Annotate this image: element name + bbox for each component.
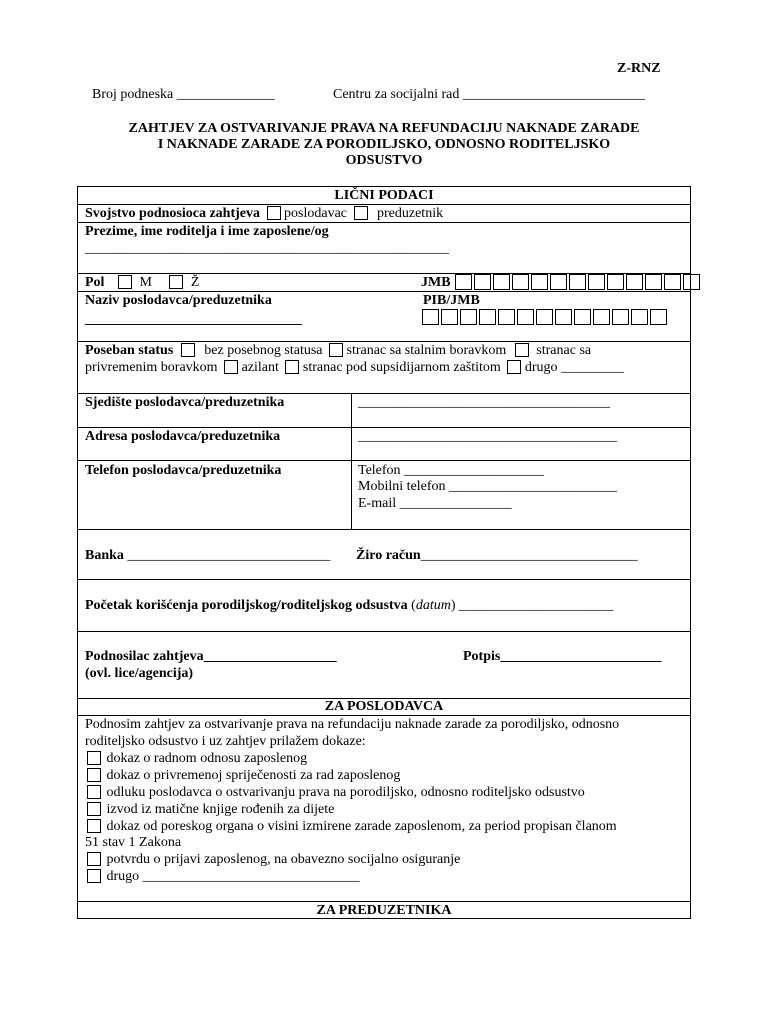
pol-m-checkbox[interactable] xyxy=(118,275,132,289)
potpis-row xyxy=(463,649,661,665)
form-title-line1: ZAHTJEV ZA OSTVARIVANJE PRAVA NA REFUNDACIJU NAKNADE ZARADE xyxy=(128,121,640,136)
poseban-status-row2 xyxy=(85,360,624,377)
dokaz-label: dokaz od poreskog organa o visini izmirene zarade zaposlenom, za period propisan članom xyxy=(106,819,617,834)
prezime-field[interactable]: ____________________________________________________ xyxy=(85,241,449,256)
pol-z-label: Ž xyxy=(190,275,200,290)
prezime-label: Prezime, ime roditelja i ime zaposlene/og xyxy=(85,224,329,239)
divider xyxy=(77,393,691,394)
pocetak-datum: datum xyxy=(415,598,451,613)
banka-field[interactable]: _____________________________ xyxy=(127,548,331,563)
dokaz-item xyxy=(87,768,400,784)
privremeni-boravak-checkbox[interactable] xyxy=(515,343,529,357)
svojstvo-row xyxy=(85,206,443,222)
dokaz-item xyxy=(87,785,585,801)
pocetak-field[interactable]: ) ______________________ xyxy=(450,598,614,613)
dokaz-item xyxy=(87,852,460,868)
pib-label: PIB/JMB xyxy=(423,293,480,308)
dokaz-label: izvod iz matične knjige rođenih za dijete xyxy=(106,802,335,817)
stalni-boravak-checkbox[interactable] xyxy=(329,343,343,357)
ziro-label: Žiro račun xyxy=(356,548,421,563)
dokaz-label: odluku poslodavca o ostvarivanju prava na porodiljsko, odnosno roditeljsko odsustvo xyxy=(106,785,585,800)
form-code: Z-RNZ xyxy=(617,61,661,76)
section-heading-licni-podaci: LIČNI PODACI xyxy=(334,188,434,203)
pol-m-label: M xyxy=(139,275,152,290)
centar-field[interactable]: Centru za socijalni rad __________________________ xyxy=(333,87,645,102)
privremeni-boravak-label: privremenim boravkom xyxy=(85,360,218,375)
podnosilac-field[interactable]: ___________________ xyxy=(203,649,337,664)
column-divider xyxy=(351,393,352,529)
adresa-field[interactable]: _____________________________________ xyxy=(358,429,617,444)
divider xyxy=(77,460,691,461)
poslodavac-label: poslodavac xyxy=(284,206,347,221)
divider xyxy=(77,204,691,205)
dokaz-item xyxy=(87,751,307,767)
svojstvo-label: Svojstvo podnosioca zahtjeva xyxy=(85,206,261,221)
pib-digit-boxes[interactable] xyxy=(422,309,669,325)
dokaz-label: dokaz o radnom odnosu zaposlenog xyxy=(106,751,308,766)
dokaz-item xyxy=(87,869,360,885)
naziv-label: Naziv poslodavca/preduzetnika xyxy=(85,293,272,308)
pocetak-label: Početak korišćenja porodiljskog/roditeljskog odsustva xyxy=(85,598,408,613)
potpis-field[interactable]: _______________________ xyxy=(500,649,662,664)
podnosilac-sub-label: (ovl. lice/agencija) xyxy=(85,666,194,681)
naziv-field[interactable]: _______________________________ xyxy=(85,312,302,327)
divider xyxy=(77,901,691,902)
divider xyxy=(77,427,691,428)
divider xyxy=(77,291,691,292)
email-field[interactable]: E-mail ________________ xyxy=(358,496,512,511)
divider xyxy=(77,529,691,530)
podnosilac-row xyxy=(85,649,337,665)
preduzetnik-label: preduzetnik xyxy=(377,206,444,221)
form-title-line3: ODSUSTVO xyxy=(345,153,423,168)
dokaz-checkbox[interactable] xyxy=(87,802,101,816)
banka-label: Banka xyxy=(85,548,124,563)
pocetak-paren-open: ( xyxy=(407,598,416,613)
broj-podneska-field[interactable]: Broj podneska ______________ xyxy=(92,87,275,102)
poseban-status-label: Poseban status xyxy=(85,343,174,358)
preduzetnik-checkbox[interactable] xyxy=(354,206,368,220)
supsidijarna-label: stranac pod supsidijarnom zaštitom xyxy=(302,360,501,375)
podnosilac-label: Podnosilac zahtjeva xyxy=(85,649,204,664)
dokaz-checkbox[interactable] xyxy=(87,819,101,833)
stalni-boravak-label: stranac sa stalnim boravkom xyxy=(346,343,507,358)
bez-statusa-label: bez posebnog statusa xyxy=(204,343,323,358)
potpis-label: Potpis xyxy=(463,649,501,664)
azilant-label: azilant xyxy=(241,360,279,375)
adresa-label: Adresa poslodavca/preduzetnika xyxy=(85,429,281,444)
pocetak-row xyxy=(85,598,613,614)
dokaz-label: potvrdu o prijavi zaposlenog, na obavezno socijalno osiguranje xyxy=(106,852,461,867)
jmb-label: JMB xyxy=(421,275,451,290)
stranac-sa-label: stranac sa xyxy=(536,343,592,358)
section-heading-za-preduzetnika: ZA PREDUZETNIKA xyxy=(316,903,452,918)
banka-row xyxy=(85,548,330,564)
intro-text-line2: roditeljsko odsustvo i uz zahtjev prilažem dokaze: xyxy=(85,734,366,749)
dokaz-checkbox[interactable] xyxy=(87,869,101,883)
drugo-status-field[interactable]: drugo _________ xyxy=(524,360,624,375)
dokaz-checkbox[interactable] xyxy=(87,852,101,866)
dokaz-checkbox[interactable] xyxy=(87,768,101,782)
dokaz-item xyxy=(87,802,334,818)
divider xyxy=(77,222,691,223)
dokaz-checkbox[interactable] xyxy=(87,751,101,765)
poseban-status-row1 xyxy=(85,343,591,360)
divider xyxy=(77,341,691,342)
pol-label: Pol xyxy=(85,275,105,290)
pol-z-checkbox[interactable] xyxy=(169,275,183,289)
sjediste-label: Sjedište poslodavca/preduzetnika xyxy=(85,395,285,410)
divider xyxy=(77,579,691,580)
dokaz-label: dokaz o privremenoj spriječenosti za rad zaposlenog xyxy=(106,768,401,783)
telefon-field[interactable]: Telefon ____________________ xyxy=(358,463,545,478)
form-title-line2: I NAKNADE ZARADE ZA PORODILJSKO, ODNOSNO RODITELJSKO xyxy=(157,137,611,152)
dokaz-item-continuation: 51 stav 1 Zakona xyxy=(85,835,182,850)
divider xyxy=(77,631,691,632)
supsidijarna-checkbox[interactable] xyxy=(285,360,299,374)
dokaz-drugo-field[interactable]: drugo _______________________________ xyxy=(106,869,360,884)
sjediste-field[interactable]: ____________________________________ xyxy=(358,395,610,410)
dokaz-item xyxy=(87,819,617,835)
jmb-digit-boxes[interactable] xyxy=(455,274,702,290)
ziro-row xyxy=(356,548,638,564)
divider xyxy=(77,715,691,716)
mobilni-field[interactable]: Mobilni telefon ________________________ xyxy=(358,479,617,494)
section-heading-za-poslodavca: ZA POSLODAVCA xyxy=(324,699,444,714)
drugo-status-checkbox[interactable] xyxy=(507,360,521,374)
intro-text-line1: Podnosim zahtjev za ostvarivanje prava na refundaciju naknade zarade za porodiljsko, odnosno xyxy=(85,717,620,732)
poslodavac-checkbox[interactable] xyxy=(267,206,281,220)
bez-statusa-checkbox[interactable] xyxy=(181,343,195,357)
azilant-checkbox[interactable] xyxy=(224,360,238,374)
pol-row xyxy=(85,275,199,291)
ziro-field[interactable]: _______________________________ xyxy=(420,548,638,563)
dokaz-checkbox[interactable] xyxy=(87,785,101,799)
telefon-label: Telefon poslodavca/preduzetnika xyxy=(85,463,282,478)
